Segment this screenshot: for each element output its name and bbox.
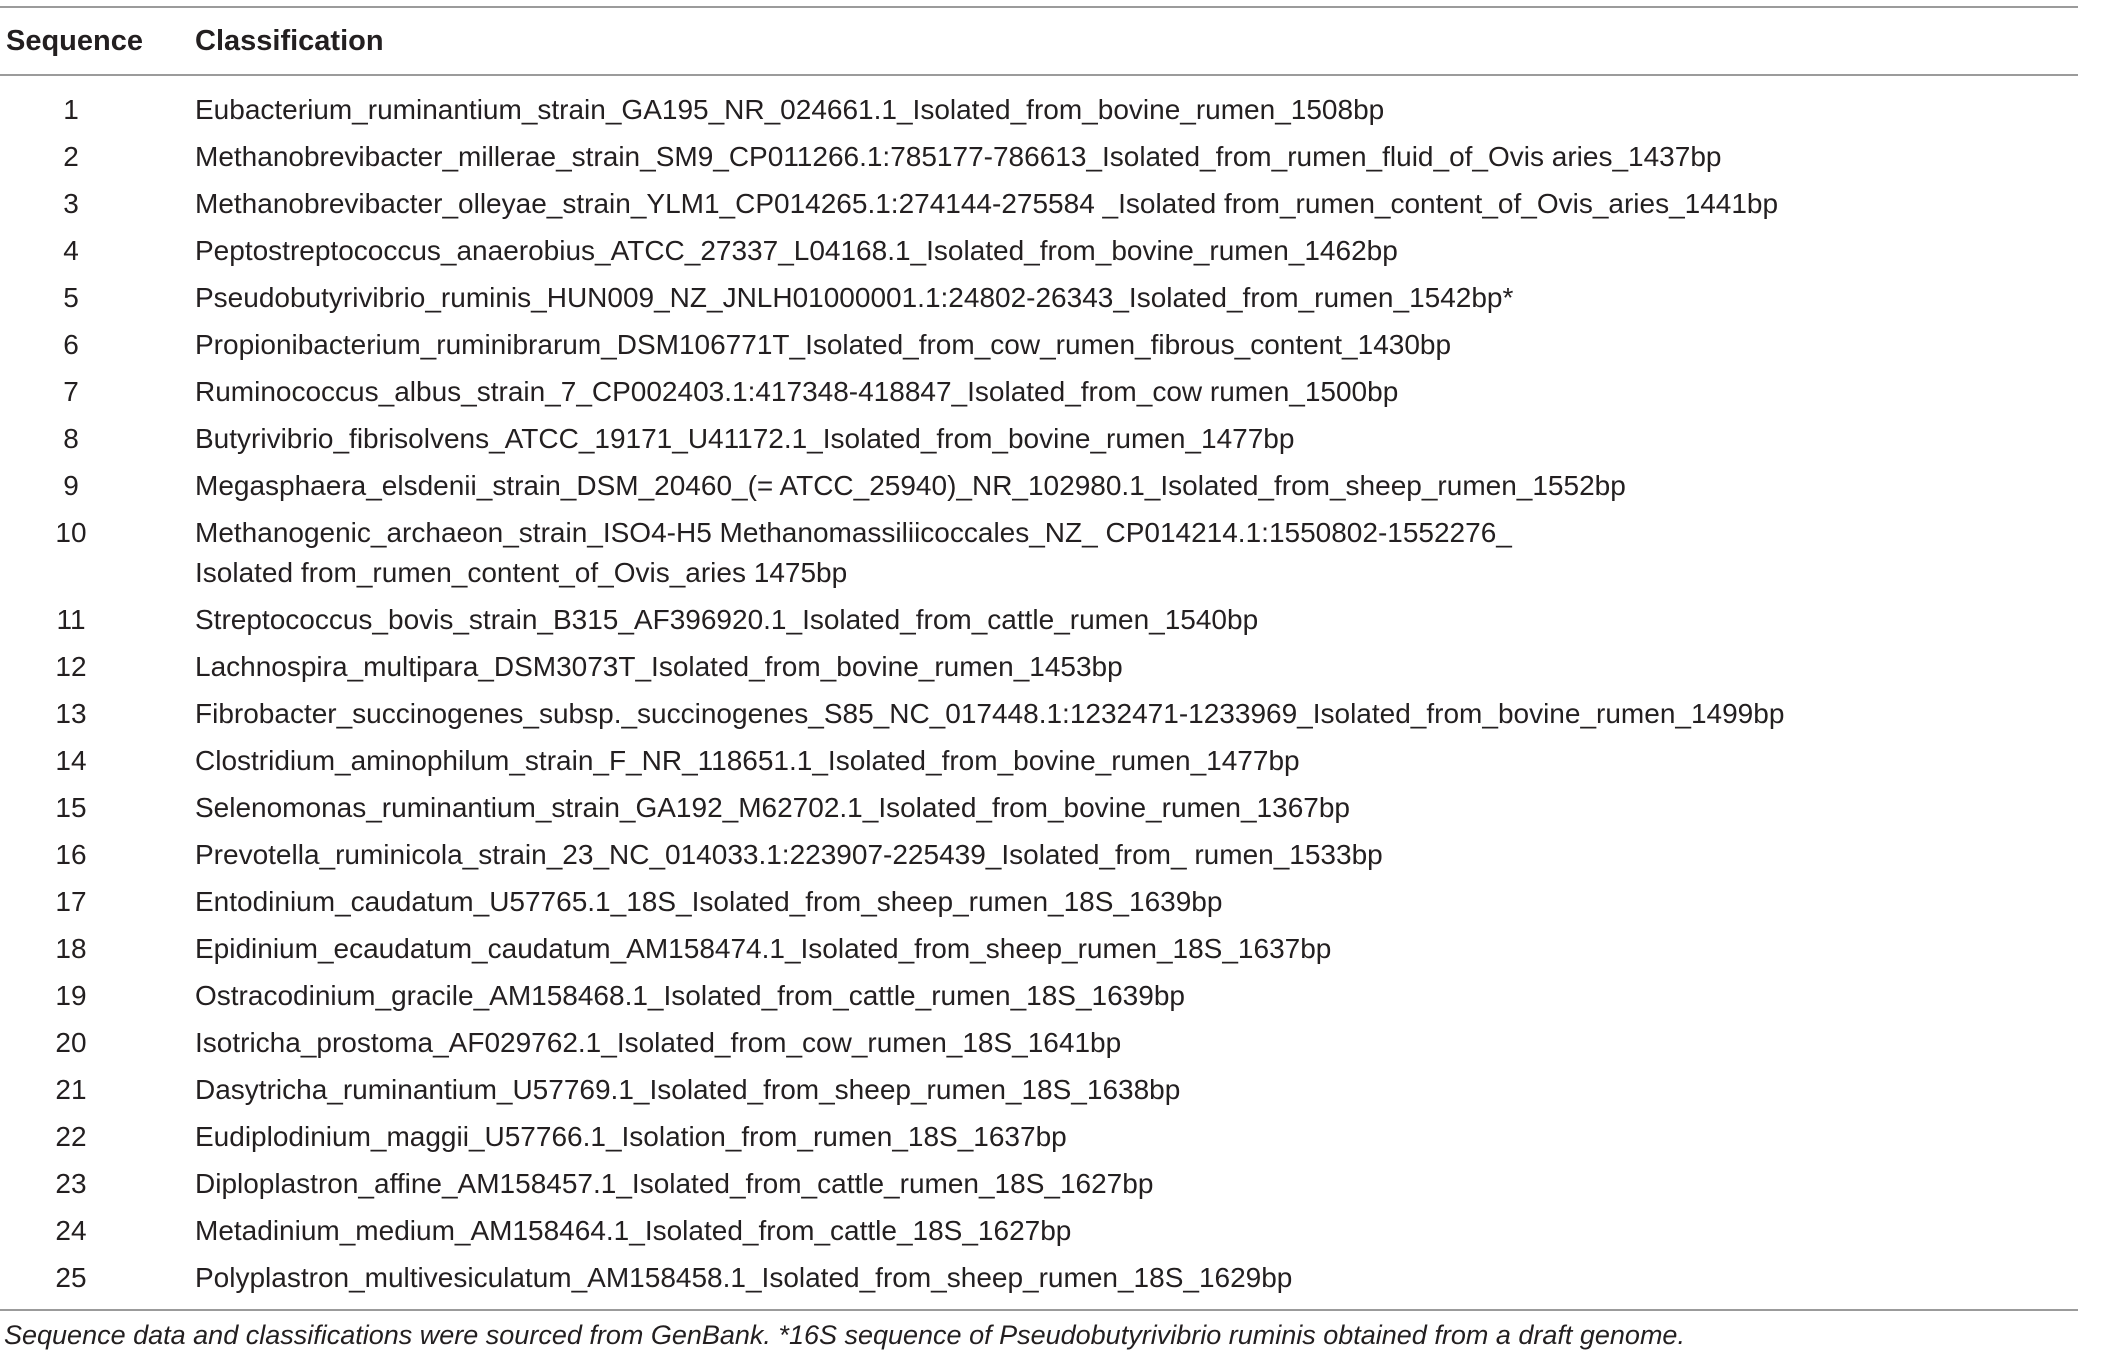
classification-cell: [150, 513, 2078, 593]
table-row: [0, 925, 2078, 972]
sequence-number: 5: [63, 281, 79, 313]
classification-cell: [150, 466, 2078, 506]
table-row: [0, 274, 2078, 321]
classification-text: Prevotella_ruminicola_strain_23_NC_014033.1:223907-225439_Isolated_from_ rumen_1533bp: [195, 838, 1383, 870]
classification-text: Butyrivibrio_fibrisolvens_ATCC_19171_U41172.1_Isolated_from_bovine_rumen_1477bp: [195, 422, 1295, 454]
classification-cell: [150, 1023, 2078, 1063]
classification-cell: [150, 835, 2078, 875]
classification-text: Selenomonas_ruminantium_strain_GA192_M62702.1_Isolated_from_bovine_rumen_1367bp: [195, 791, 1350, 823]
table-row: [0, 1019, 2078, 1066]
classification-cell: [150, 90, 2078, 130]
sequence-number: 24: [55, 1214, 87, 1246]
sequence-number: 19: [55, 979, 87, 1011]
table-row: [0, 1066, 2078, 1113]
classification-cell: [150, 600, 2078, 640]
classification-text: Eubacterium_ruminantium_strain_GA195_NR_024661.1_Isolated_from_bovine_rumen_1508bp: [195, 93, 1385, 125]
classification-cell: [150, 1211, 2078, 1251]
classification-text: Isolated from_rumen_content_of_Ovis_aries 1475bp: [195, 556, 848, 588]
table-row: [0, 737, 2078, 784]
classification-cell: [150, 419, 2078, 459]
table-row: [0, 596, 2078, 643]
classification-text: Diploplastron_affine_AM158457.1_Isolated_from_cattle_rumen_18S_1627bp: [195, 1167, 1154, 1199]
classification-cell: [150, 137, 2078, 177]
sequence-number: 13: [55, 697, 87, 729]
classification-cell: [150, 694, 2078, 734]
sequence-number: 10: [55, 516, 87, 548]
sequence-number: 18: [55, 932, 87, 964]
classification-text: Peptostreptococcus_anaerobius_ATCC_27337_L04168.1_Isolated_from_bovine_rumen_1462bp: [195, 234, 1398, 266]
sequence-number: 4: [63, 234, 79, 266]
classification-text: Propionibacterium_ruminibrarum_DSM106771T_Isolated_from_cow_rumen_fibrous_content_1430bp: [195, 328, 1452, 360]
classification-text: Streptococcus_bovis_strain_B315_AF396920.1_Isolated_from_cattle_rumen_1540bp: [195, 603, 1259, 635]
table-row: [0, 690, 2078, 737]
table-bottom-rule: [0, 1309, 2078, 1311]
classification-text: Pseudobutyrivibrio_ruminis_HUN009_NZ_JNLH01000001.1:24802-26343_Isolated_from_rumen_1542bp*: [195, 281, 1514, 313]
table-row: [0, 1254, 2078, 1301]
header-sequence: Sequence: [6, 24, 143, 57]
sequence-number: 17: [55, 885, 87, 917]
classification-cell: [150, 1164, 2078, 1204]
classification-text: Entodinium_caudatum_U57765.1_18S_Isolated_from_sheep_rumen_18S_1639bp: [195, 885, 1223, 917]
classification-text: Eudiplodinium_maggii_U57766.1_Isolation_from_rumen_18S_1637bp: [195, 1120, 1067, 1152]
sequence-number: 25: [55, 1261, 87, 1293]
classification-text: Fibrobacter_succinogenes_subsp._succinogenes_S85_NC_017448.1:1232471-1233969_Isolated_from_bovine_rumen_1499bp: [195, 697, 1785, 729]
classification-cell: [150, 1258, 2078, 1298]
classification-text: Methanobrevibacter_millerae_strain_SM9_CP011266.1:785177-786613_Isolated_from_rumen_fluid_of_Ovis aries_1437bp: [195, 140, 1722, 172]
classification-cell: [150, 325, 2078, 365]
sequence-number: 3: [63, 187, 79, 219]
table-row: [0, 133, 2078, 180]
classification-cell: [150, 788, 2078, 828]
table-row: [0, 321, 2078, 368]
classification-cell: [150, 1117, 2078, 1157]
classification-text: Methanogenic_archaeon_strain_ISO4-H5 Methanomassiliicoccales_NZ_ CP014214.1:1550802-1552276_: [195, 516, 1512, 548]
table-row: [0, 972, 2078, 1019]
table-header-row: [0, 8, 2078, 74]
sequence-number: 11: [56, 603, 86, 635]
classification-text: Lachnospira_multipara_DSM3073T_Isolated_from_bovine_rumen_1453bp: [195, 650, 1123, 682]
sequence-number: 20: [55, 1026, 87, 1058]
sequence-number: 7: [63, 375, 79, 407]
sequence-number: 22: [55, 1120, 87, 1152]
classification-text: Polyplastron_multivesiculatum_AM158458.1_Isolated_from_sheep_rumen_18S_1629bp: [195, 1261, 1293, 1293]
sequence-number: 6: [63, 328, 79, 360]
header-classification: Classification: [195, 24, 384, 57]
classification-text: Megasphaera_elsdenii_strain_DSM_20460_(= ATCC_25940)_NR_102980.1_Isolated_from_sheep_rumen_1552bp: [195, 469, 1626, 501]
table-row: [0, 509, 2078, 596]
classification-cell: [150, 184, 2078, 224]
table-row: [0, 368, 2078, 415]
classification-text: Epidinium_ecaudatum_caudatum_AM158474.1_Isolated_from_sheep_rumen_18S_1637bp: [195, 932, 1332, 964]
sequence-number: 14: [55, 744, 87, 776]
classification-cell: [150, 278, 2078, 318]
table-row: [0, 180, 2078, 227]
table-row: [0, 1160, 2078, 1207]
classification-cell: [150, 372, 2078, 412]
sequence-number: 23: [55, 1167, 87, 1199]
classification-cell: [150, 1070, 2078, 1110]
sequence-number: 1: [63, 93, 79, 125]
sequence-number: 21: [55, 1073, 87, 1105]
sequence-number: 8: [63, 422, 79, 454]
table-row: [0, 1207, 2078, 1254]
sequence-number: 9: [63, 469, 79, 501]
sequence-number: 15: [55, 791, 87, 823]
classification-cell: [150, 929, 2078, 969]
table-row: [0, 643, 2078, 690]
table-row: [0, 831, 2078, 878]
classification-text: Clostridium_aminophilum_strain_F_NR_118651.1_Isolated_from_bovine_rumen_1477bp: [195, 744, 1300, 776]
classification-text: Ruminococcus_albus_strain_7_CP002403.1:417348-418847_Isolated_from_cow rumen_1500bp: [195, 375, 1399, 407]
sequence-number: 12: [55, 650, 87, 682]
table-row: [0, 878, 2078, 925]
classification-text: Methanobrevibacter_olleyae_strain_YLM1_CP014265.1:274144-275584 _Isolated from_rumen_content_of_Ovis_aries_1441bp: [195, 187, 1779, 219]
table-row: [0, 415, 2078, 462]
table-footnote: Sequence data and classifications were sourced from GenBank. *16S sequence of Pseudobutyrivibrio ruminis obtained from a draft genome.: [4, 1320, 1685, 1350]
table-body: [0, 76, 2078, 1309]
classification-cell: [150, 882, 2078, 922]
table-row: [0, 462, 2078, 509]
sequence-number: 2: [63, 140, 79, 172]
classification-text: Dasytricha_ruminantium_U57769.1_Isolated_from_sheep_rumen_18S_1638bp: [195, 1073, 1181, 1105]
classification-text: Metadinium_medium_AM158464.1_Isolated_from_cattle_18S_1627bp: [195, 1214, 1072, 1246]
sequence-table: [0, 6, 2078, 1311]
table-row: [0, 227, 2078, 274]
sequence-number: 16: [55, 838, 87, 870]
table-row: [0, 1113, 2078, 1160]
classification-text: Isotricha_prostoma_AF029762.1_Isolated_from_cow_rumen_18S_1641bp: [195, 1026, 1122, 1058]
table-row: [0, 86, 2078, 133]
classification-text: Ostracodinium_gracile_AM158468.1_Isolated_from_cattle_rumen_18S_1639bp: [195, 979, 1185, 1011]
classification-cell: [150, 231, 2078, 271]
classification-cell: [150, 741, 2078, 781]
classification-cell: [150, 976, 2078, 1016]
table-row: [0, 784, 2078, 831]
classification-cell: [150, 647, 2078, 687]
